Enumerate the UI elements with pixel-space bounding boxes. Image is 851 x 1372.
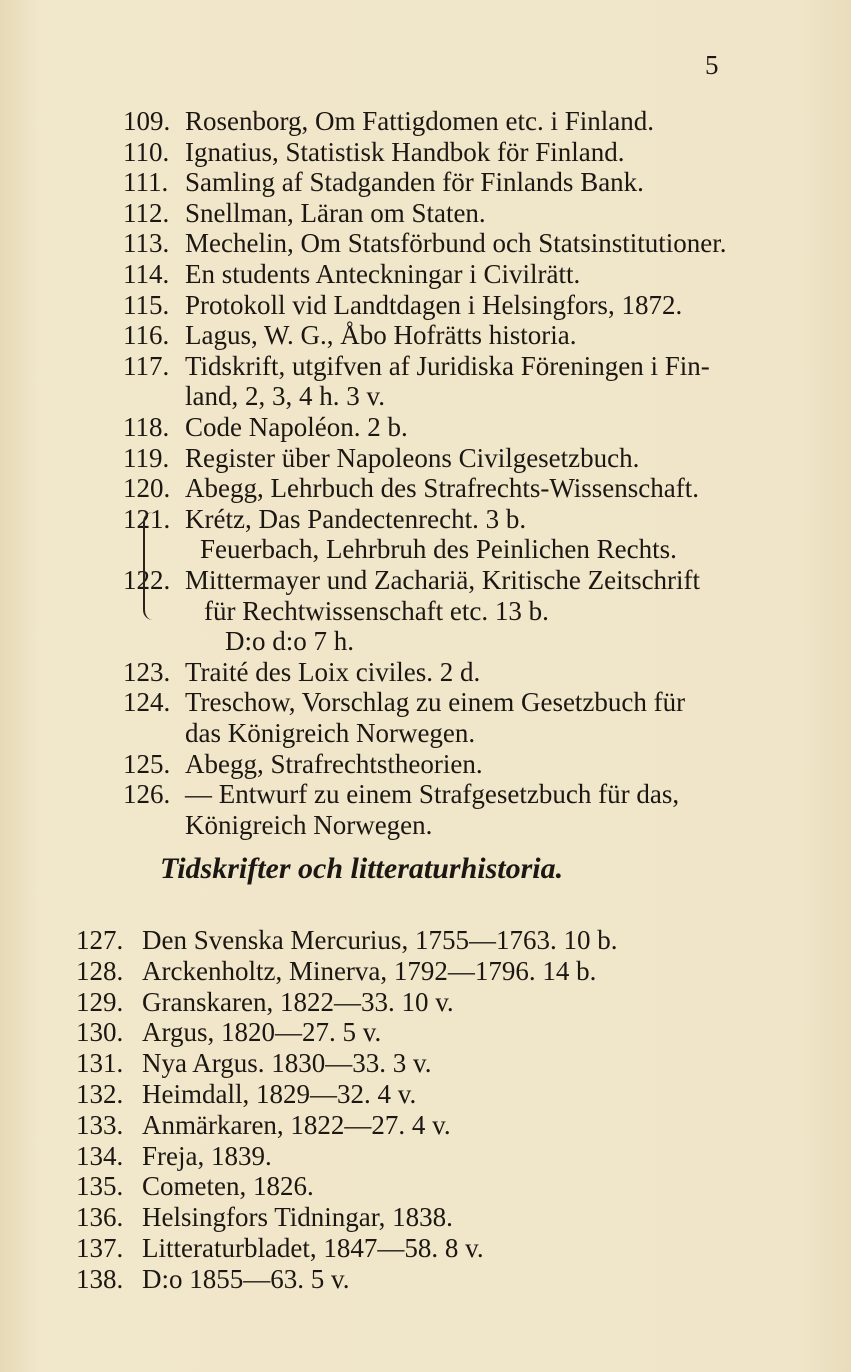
entry-number: 118. — [123, 412, 170, 442]
entry-line — [123, 443, 800, 473]
entry-text: Tidskrift, utgifven af Juridiska Föreningen i Fin- — [185, 350, 710, 381]
entry-text: Lagus, W. G., Åbo Hofrätts historia. — [185, 320, 577, 351]
page-number: 5 — [705, 50, 719, 80]
entry-line — [123, 657, 800, 687]
entry-text: D:o d:o 7 h. — [225, 626, 355, 657]
entry-line — [123, 626, 800, 656]
entry-line — [123, 473, 800, 503]
entry-number: 129. — [76, 986, 124, 1017]
entry-line — [123, 106, 800, 136]
entry-number: 126. — [123, 779, 171, 810]
entry-text: Königreich Norwegen. — [185, 809, 433, 840]
entry-line — [123, 198, 800, 228]
entry-number: 133. — [76, 1109, 124, 1140]
entry-line — [123, 290, 800, 320]
entry-line — [123, 412, 800, 442]
entry-number: 127. — [76, 925, 124, 955]
entry-number: 131. — [76, 1048, 124, 1079]
entry-line — [76, 1017, 800, 1047]
entry-line — [76, 1079, 800, 1109]
entry-line — [123, 718, 800, 748]
entry-text: Granskaren, 1822—33. 10 v. — [142, 986, 454, 1017]
section-heading: Tidskrifter och litteraturhistoria. — [160, 852, 564, 885]
entry-number: 119. — [123, 442, 170, 473]
entry-number: 130. — [76, 1017, 124, 1048]
entry-text: Protokoll vid Landtdagen i Helsingfors, 1872. — [185, 289, 683, 320]
entry-number: 124. — [123, 687, 171, 718]
entry-text: Ignatius, Statistisk Handbok för Finland. — [185, 136, 625, 167]
entry-number: 136. — [76, 1202, 124, 1233]
entry-text: für Rechtwissenschaft etc. 13 b. — [204, 595, 549, 626]
entry-text: Freja, 1839. — [142, 1140, 272, 1171]
entry-line — [123, 749, 800, 779]
entry-number: 114. — [123, 259, 170, 289]
entry-text: das Königreich Norwegen. — [185, 718, 476, 748]
entry-number: 115. — [123, 289, 170, 320]
entry-number: 132. — [76, 1079, 124, 1109]
entry-text: En students Anteckningar i Civilrätt. — [185, 259, 581, 289]
entry-number: 110. — [123, 136, 170, 167]
entry-line — [76, 1171, 800, 1201]
entry-line — [123, 137, 800, 167]
entry-text: Abegg, Lehrbuch des Strafrechts-Wissenschaft. — [185, 473, 699, 504]
entry-number: 111. — [123, 167, 169, 198]
entry-text: Rosenborg, Om Fattigdomen etc. i Finland. — [185, 106, 654, 136]
entry-line — [76, 1141, 800, 1171]
entry-line — [123, 504, 800, 534]
entry-text: Helsingfors Tidningar, 1838. — [142, 1202, 453, 1233]
entry-text: Traité des Loix civiles. 2 d. — [185, 656, 481, 687]
entry-line — [123, 228, 800, 258]
entry-text: land, 2, 3, 4 h. 3 v. — [185, 381, 385, 412]
entry-line — [123, 534, 800, 564]
entry-text: Heimdall, 1829—32. 4 v. — [142, 1079, 417, 1109]
entry-line — [76, 956, 800, 986]
entry-line — [76, 987, 800, 1017]
entry-line — [123, 259, 800, 289]
entry-line — [123, 381, 800, 411]
entry-text: Litteraturbladet, 1847—58. 8 v. — [142, 1233, 484, 1263]
entry-text: Den Svenska Mercurius, 1755—1763. 10 b. — [142, 925, 618, 955]
entry-text: Anmärkaren, 1822—27. 4 v. — [142, 1109, 451, 1140]
entry-number: 117. — [123, 350, 170, 381]
entry-text: Treschow, Vorschlag zu einem Gesetzbuch für — [185, 687, 686, 718]
entry-line — [76, 1264, 800, 1294]
entry-text: Abegg, Strafrechtstheorien. — [185, 748, 483, 779]
entry-text: Register über Napoleons Civilgesetzbuch. — [185, 442, 640, 473]
brace-bracket — [143, 512, 159, 620]
entry-text: Mechelin, Om Statsförbund och Statsinstitutioner. — [185, 228, 727, 259]
entry-number: 109. — [123, 106, 171, 136]
entry-number: 113. — [123, 228, 170, 259]
entry-number: 123. — [123, 656, 171, 687]
entry-text: Mittermayer und Zachariä, Kritische Zeitschrift — [185, 565, 701, 595]
entry-line — [123, 351, 800, 381]
entry-text: — Entwurf zu einem Strafgesetzbuch für das, — [185, 779, 680, 810]
entry-line — [76, 1048, 800, 1078]
entry-line — [123, 779, 800, 809]
entry-line — [123, 810, 800, 840]
entry-number: 135. — [76, 1171, 124, 1202]
entry-text: Argus, 1820—27. 5 v. — [142, 1017, 382, 1048]
entry-line — [123, 565, 800, 595]
entry-line — [123, 596, 800, 626]
entry-number: 138. — [76, 1263, 124, 1294]
entry-number: 112. — [123, 197, 170, 228]
entry-number: 121. — [123, 503, 171, 534]
entry-line — [76, 1233, 800, 1263]
entry-text: Feuerbach, Lehrbruh des Peinlichen Rechts. — [200, 534, 677, 565]
entry-text: D:o 1855—63. 5 v. — [142, 1263, 350, 1294]
entry-text: Krétz, Das Pandectenrecht. 3 b. — [185, 503, 527, 534]
entry-line — [76, 1202, 800, 1232]
entry-number: 137. — [76, 1233, 124, 1263]
entry-line — [123, 687, 800, 717]
entry-text: Code Napoléon. 2 b. — [185, 412, 408, 442]
entry-number: 116. — [123, 320, 170, 351]
entry-line — [76, 1110, 800, 1140]
entry-line — [123, 167, 800, 197]
entry-text: Snellman, Läran om Staten. — [185, 197, 486, 228]
entry-number: 134. — [76, 1140, 124, 1171]
entry-line — [76, 925, 800, 955]
entry-text: Nya Argus. 1830—33. 3 v. — [142, 1048, 432, 1079]
entry-line — [123, 320, 800, 350]
entry-number: 120. — [123, 473, 171, 504]
entry-text: Arckenholtz, Minerva, 1792—1796. 14 b. — [142, 955, 597, 986]
entry-text: Samling af Stadganden för Finlands Bank. — [185, 167, 644, 198]
entry-number: 125. — [123, 748, 171, 779]
entry-text: Cometen, 1826. — [142, 1171, 314, 1202]
entry-number: 122. — [123, 565, 171, 595]
entry-number: 128. — [76, 955, 124, 986]
